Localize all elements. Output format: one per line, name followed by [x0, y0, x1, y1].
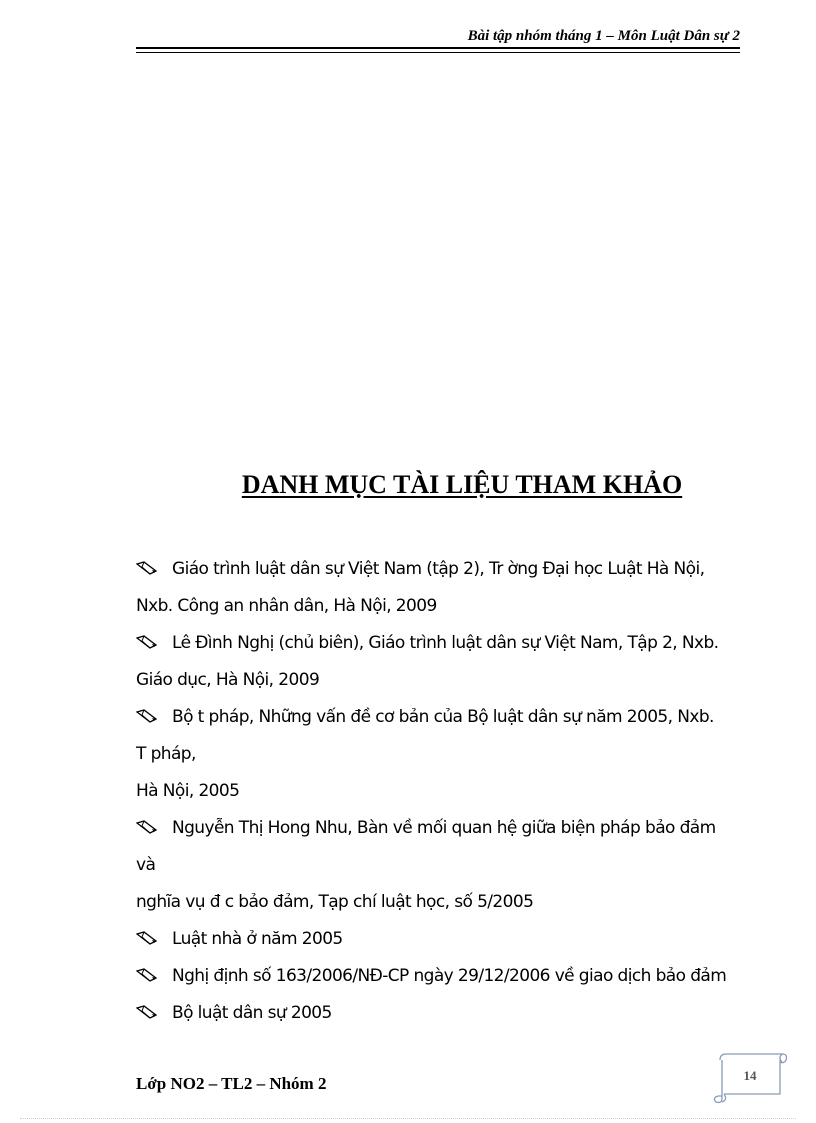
reference-text-1: Nguyễn Thị Hong Nhu, Bàn về mối quan hệ giữa biện pháp bảo đảm và: [136, 818, 716, 875]
reference-item: [136, 958, 728, 995]
page-title: DANH MỤC TÀI LIỆU THAM KHẢO: [241, 470, 683, 499]
reference-text-1: Bộ t pháp, Những vấn đề cơ bản của Bộ luật dân sự năm 2005, Nxb. T pháp,: [136, 707, 714, 764]
reference-text-1: Luật nhà ở năm 2005: [172, 929, 343, 949]
reference-text-1: Bộ luật dân sự 2005: [172, 1003, 332, 1023]
bottom-border: [20, 1118, 796, 1119]
reference-item: [136, 995, 728, 1032]
pencil-bullet-icon: [136, 709, 158, 723]
reference-text-1: Lê Đình Nghị (chủ biên), Giáo trình luật dân sự Việt Nam, Tập 2, Nxb.: [172, 633, 719, 653]
header-rule: [136, 47, 740, 53]
pencil-bullet-icon: [136, 561, 158, 575]
reference-text-1: Giáo trình luật dân sự Việt Nam (tập 2), Tr ờng Đại học Luật Hà Nội,: [172, 559, 705, 579]
pencil-bullet-icon: [136, 635, 158, 649]
reference-text-2: Nxb. Công an nhân dân, Hà Nội, 2009: [136, 596, 437, 616]
pencil-bullet-icon: [136, 931, 158, 945]
reference-list: [136, 551, 728, 1032]
reference-text-1: Nghị định số 163/2006/NĐ-CP ngày 29/12/2006 về giao dịch bảo đảm: [172, 966, 727, 986]
page-number-scroll: [712, 1050, 788, 1106]
reference-text-2: nghĩa vụ đ c bảo đảm, Tạp chí luật học, số 5/2005: [136, 892, 534, 912]
pencil-bullet-icon: [136, 968, 158, 982]
pencil-bullet-icon: [136, 820, 158, 834]
pencil-bullet-icon: [136, 1005, 158, 1019]
reference-item: [136, 810, 728, 921]
reference-item: [136, 699, 728, 810]
page-number: 14: [743, 1068, 757, 1083]
reference-item: [136, 921, 728, 958]
footer-class-label: Lớp NO2 – TL2 – Nhóm 2: [136, 1074, 327, 1093]
reference-text-2: Hà Nội, 2005: [136, 781, 240, 801]
reference-text-2: Giáo dục, Hà Nội, 2009: [136, 670, 320, 690]
page-header: Bài tập nhóm tháng 1 – Môn Luật Dân sự 2: [467, 28, 740, 44]
reference-item: [136, 625, 728, 699]
reference-item: [136, 551, 728, 625]
